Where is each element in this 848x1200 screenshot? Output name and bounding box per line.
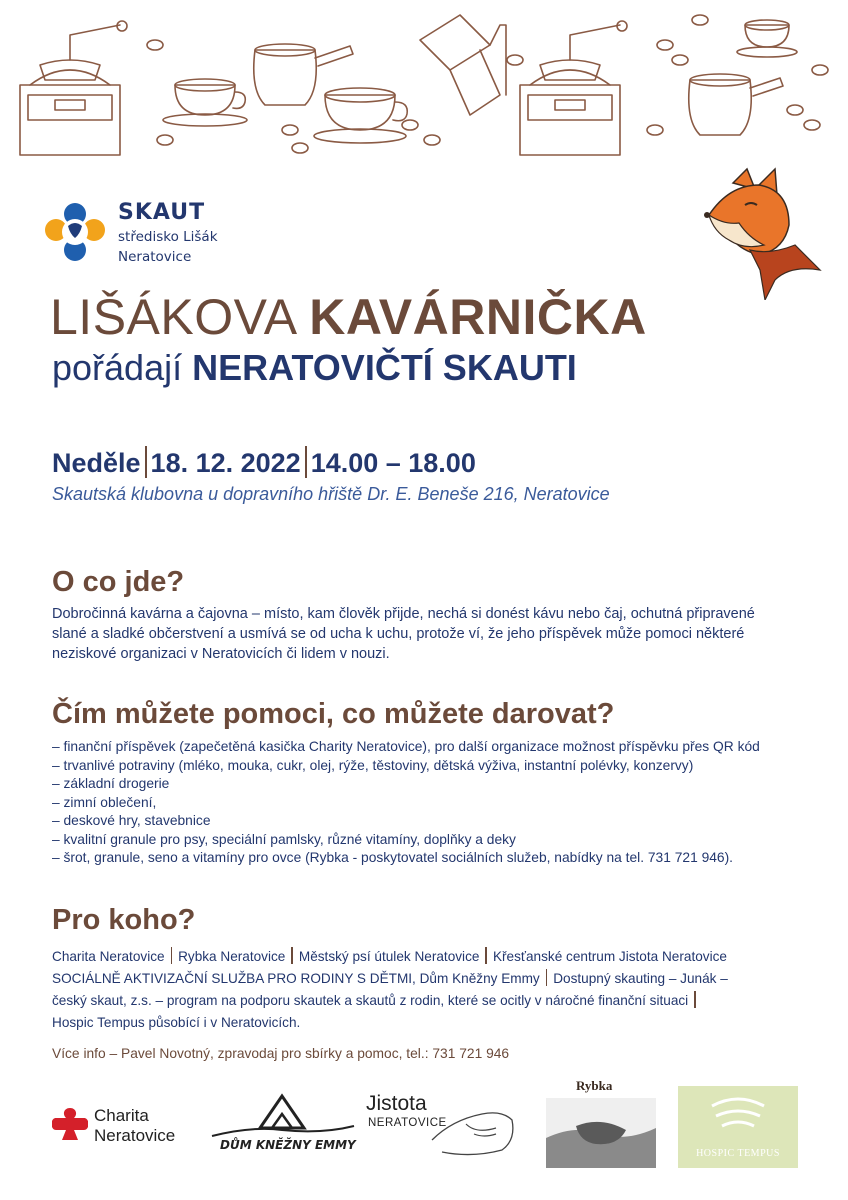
moka-pot-icon — [420, 15, 506, 115]
dum-knezny-emmy-logo — [208, 1090, 358, 1158]
subtitle-bold: NERATOVIČTÍ SKAUTI — [192, 347, 577, 388]
org-name: Charita Neratovice — [52, 949, 165, 964]
org-name: Rybka Neratovice — [178, 949, 286, 964]
handshake-photo-icon — [546, 1098, 656, 1168]
coffee-cup-icon-3 — [737, 20, 797, 57]
charita-name: Charita — [94, 1106, 149, 1125]
jistota-name: Jistota — [366, 1092, 427, 1115]
event-time: 14.00 – 18.00 — [310, 448, 476, 478]
title-bold: KAVÁRNIČKA — [309, 289, 647, 345]
separator — [305, 446, 307, 478]
event-place: Skautská klubovna u dopravního hřiště Dr. E. Beneše 216, Neratovice — [52, 484, 610, 504]
jistota-logo — [366, 1092, 526, 1162]
coffee-grinder-icon — [20, 21, 127, 155]
jistota-city: NERATOVICE — [368, 1117, 447, 1129]
coffee-grinder-icon-2 — [520, 21, 627, 155]
separator — [145, 446, 147, 478]
cezve-pot-icon — [254, 44, 353, 105]
separator — [694, 991, 696, 1008]
section-help-heading: Čím můžete pomoci, co můžete darovat? — [52, 698, 615, 730]
org-name: český skaut, z.s. – program na podporu skautek a skautů z rodin, které se ocitly v náročné finanční situaci — [52, 993, 689, 1008]
hospic-name: HOSPIC TEMPUS — [696, 1148, 780, 1159]
org-name: Křesťanské centrum Jistota Neratovice — [492, 949, 727, 964]
org-name: Městský psí útulek Neratovice — [298, 949, 480, 964]
donation-list — [52, 738, 832, 868]
separator — [171, 947, 173, 964]
list-item: – zimní oblečení, — [52, 794, 157, 810]
event-day: Neděle — [52, 448, 141, 478]
event-subtitle — [52, 347, 577, 389]
subtitle-light: pořádají — [52, 347, 183, 388]
event-dateline — [52, 446, 476, 479]
coffee-beans-icon — [147, 15, 828, 153]
emmy-name: DŮM KNĚŽNY EMMY — [220, 1138, 356, 1152]
skaut-logo — [42, 200, 342, 280]
section-about-text: Dobročinná kavárna a čajovna – místo, kam člověk přijde, nechá si donést kávu nebo čaj, ochutná připravené slané a sladké občerstvení a usmívá se od ucha k uchu, protože ví, že jeho příspěvek může pomoci některé neziskové organizaci v Neratovicích či lidem v nouzi. — [52, 606, 755, 662]
event-date: 18. 12. 2022 — [150, 448, 301, 478]
list-item: – kvalitní granule pro psy, speciální pamlsky, různé vitamíny, doplňky a deky — [52, 831, 516, 847]
organizations-list — [52, 946, 842, 1034]
section-for-heading: Pro koho? — [52, 904, 196, 936]
skaut-logo-line1: středisko Lišák — [118, 229, 218, 245]
rybka-name: Rybka — [576, 1078, 613, 1093]
coffee-cup-icon — [163, 79, 247, 126]
skaut-logo-word: SKAUT — [118, 200, 206, 225]
org-name: Hospic Tempus působící i v Neratovicích. — [52, 1015, 301, 1030]
separator — [546, 969, 548, 986]
coffee-cup-icon-2 — [314, 88, 407, 143]
contact-info: Více info – Pavel Novotný, zpravodaj pro sbírky a pomoc, tel.: 731 721 946 — [52, 1046, 510, 1061]
separator — [291, 947, 293, 964]
house-roof-icon — [208, 1090, 358, 1140]
section-about-heading: O co jde? — [52, 566, 185, 598]
org-name: Dostupný skauting – Junák – — [553, 971, 728, 986]
title-light: LIŠÁKOVA — [50, 289, 295, 345]
list-item: – finanční příspěvek (zapečetěná kasička Charity Neratovice), pro další organizace možnost příspěvku přes QR kód — [52, 739, 760, 754]
hospic-tempus-logo — [678, 1086, 798, 1168]
cezve-pot-icon-2 — [689, 74, 783, 135]
charita-cross-icon — [52, 1106, 88, 1142]
charita-city: Neratovice — [94, 1126, 176, 1145]
skaut-logo-line2: Neratovice — [118, 249, 192, 265]
coffee-illustration-band — [0, 0, 848, 175]
skaut-lily-emblem-icon — [42, 200, 108, 266]
hands-icon — [426, 1100, 526, 1158]
hospic-wing-icon — [708, 1092, 768, 1140]
rybka-logo — [546, 1078, 656, 1168]
list-item: – deskové hry, stavebnice — [52, 813, 211, 828]
list-item: – trvanlivé potraviny (mléko, mouka, cukr, olej, rýže, těstoviny, dětská výživa, instantní polévky, konzervy) — [52, 757, 694, 773]
charita-logo — [52, 1100, 202, 1150]
org-name: SOCIÁLNĚ AKTIVIZAČNÍ SLUŽBA PRO RODINY S DĚTMI, Dům Kněžny Emmy — [52, 971, 540, 986]
list-item: – základní drogerie — [52, 776, 170, 791]
event-title — [50, 288, 647, 346]
fox-mascot-icon — [695, 165, 825, 300]
separator — [485, 947, 487, 964]
list-item: – šrot, granule, seno a vitamíny pro ovce (Rybka - poskytovatel sociálních služeb, nabídky na tel. 731 721 946). — [52, 850, 734, 865]
